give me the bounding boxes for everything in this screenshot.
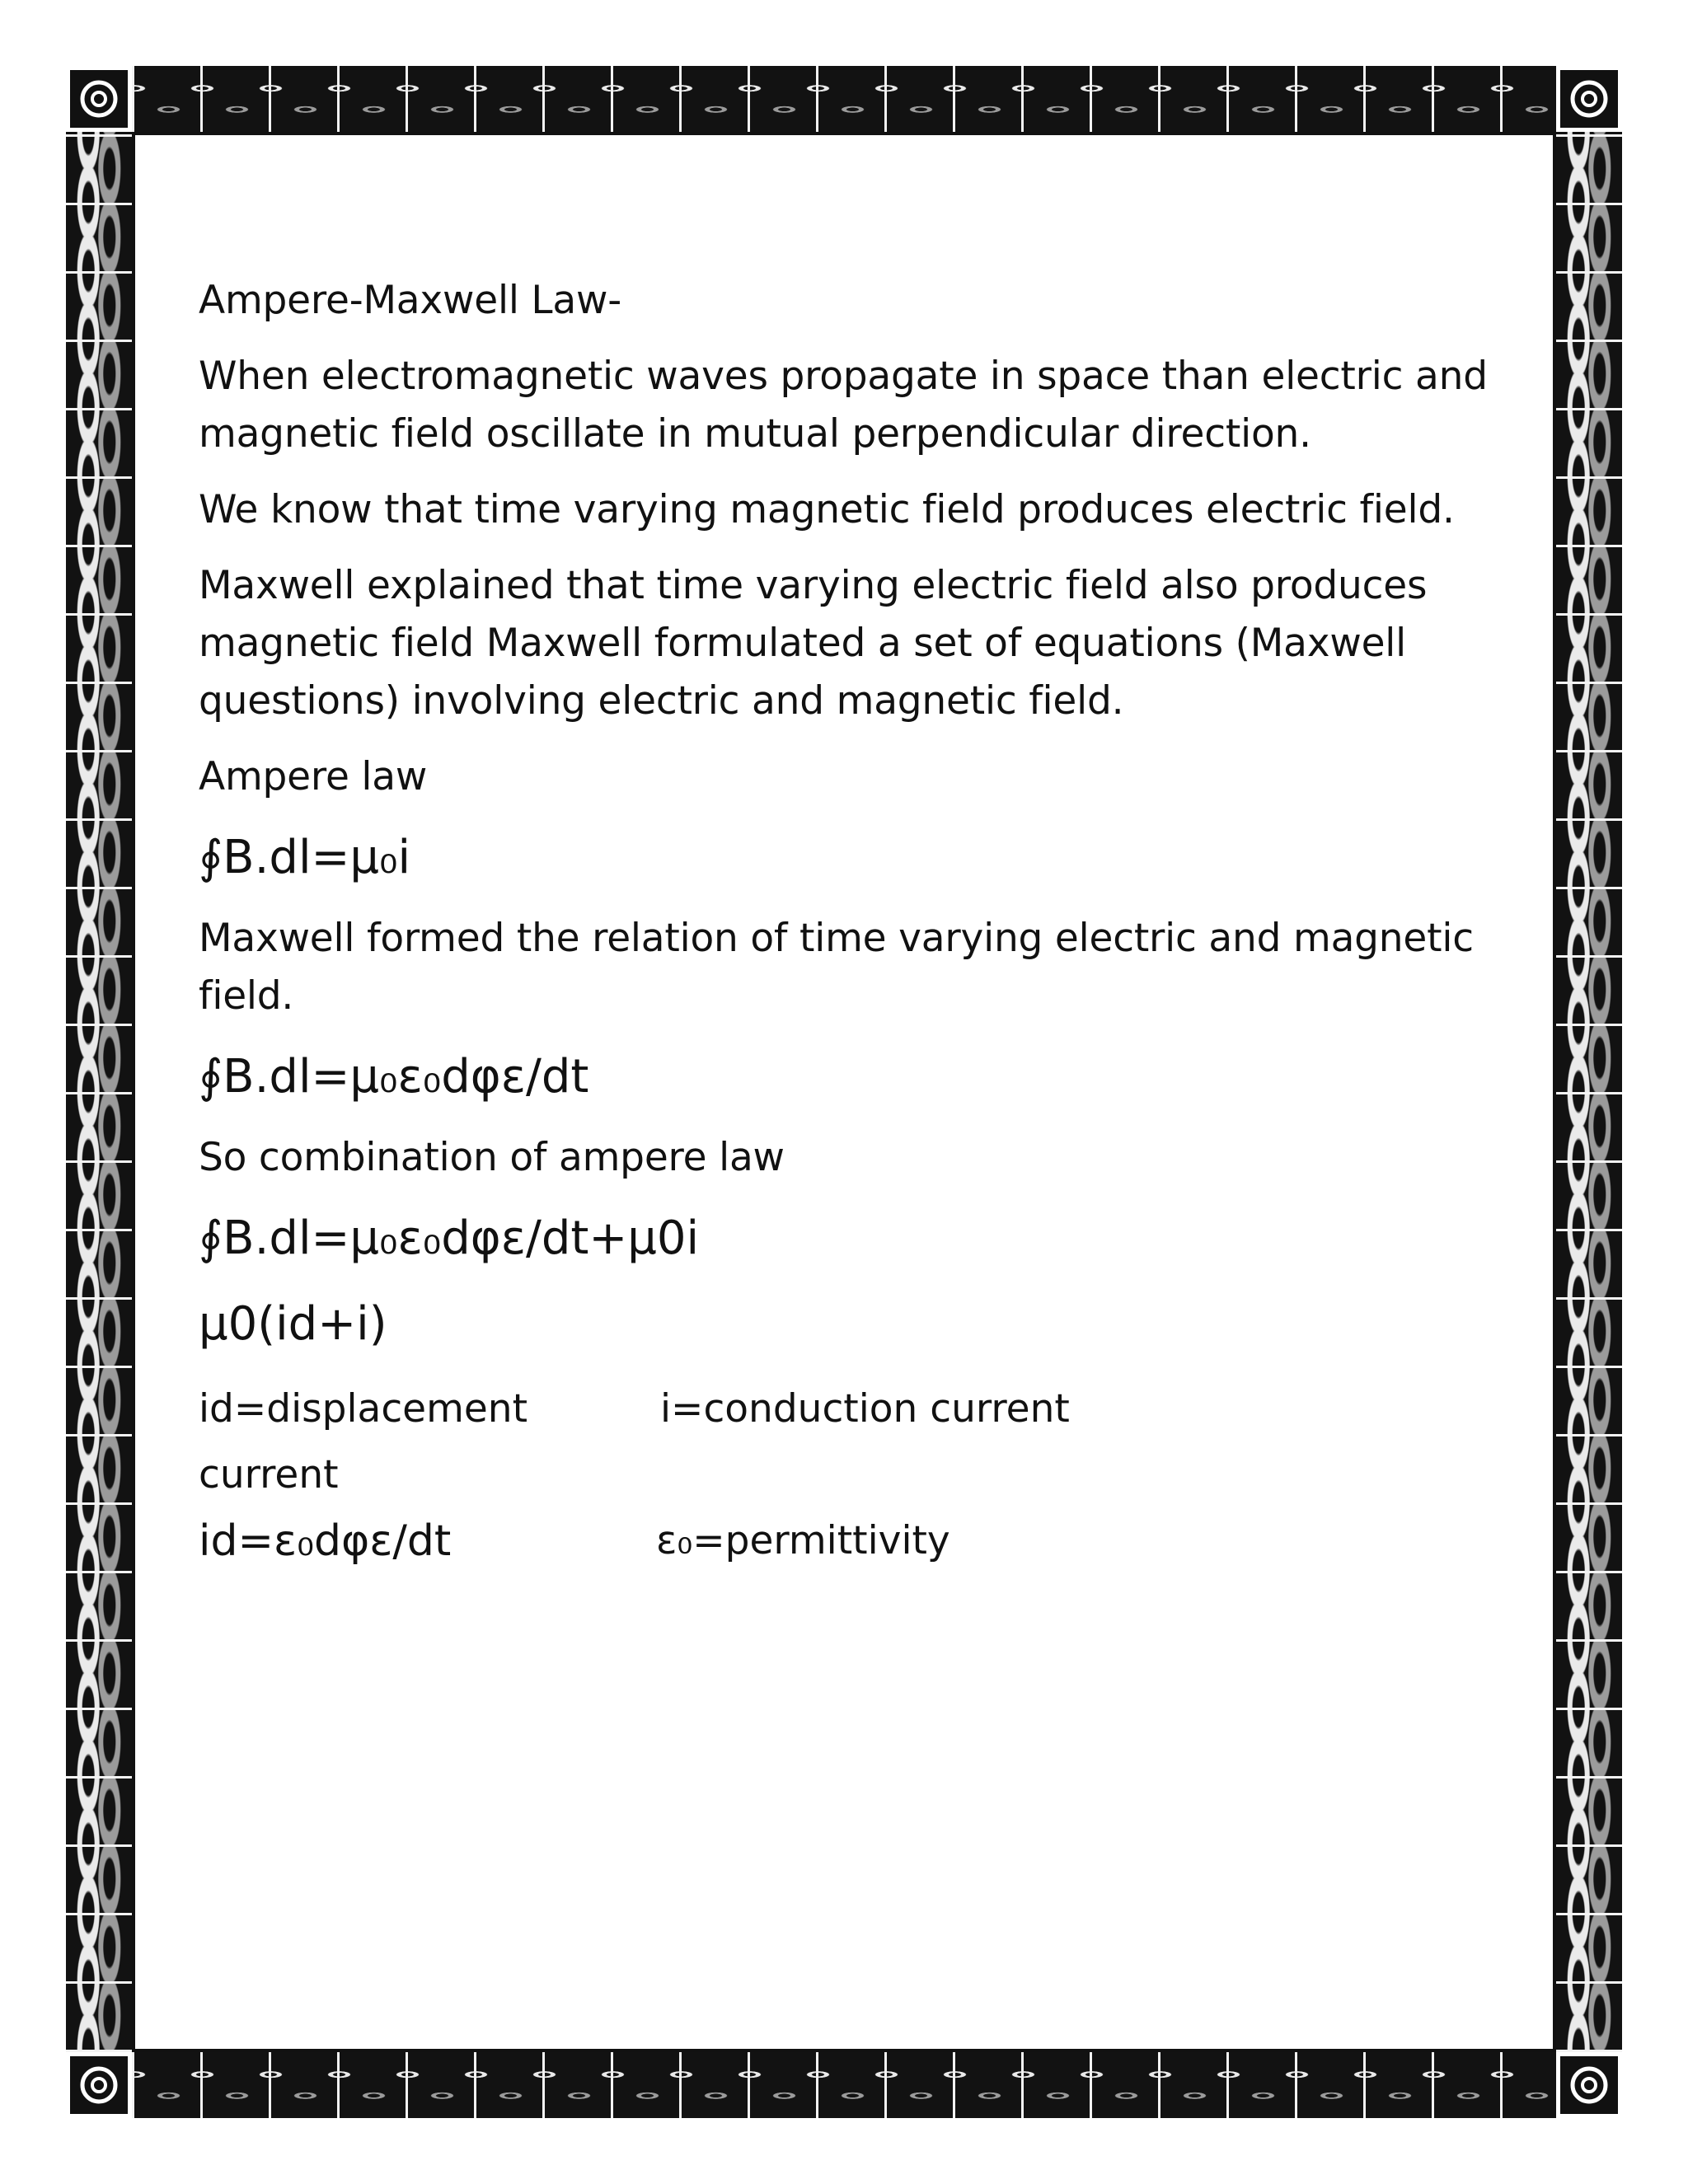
document-body [199, 272, 1501, 1574]
border-right-band [1556, 66, 1622, 2118]
equation-simplified: μ0(id+i) [199, 1297, 387, 1351]
definition-row-2 [199, 1508, 1501, 1574]
ring-icon [1560, 70, 1618, 128]
definition-conduction-current: i=conduction current [660, 1386, 1070, 1432]
ring-icon [1560, 2056, 1618, 2114]
corner-ornament-bottom-left [66, 2052, 132, 2118]
paragraph-magnetic-field: We know that time varying magnetic field produces electric field. [199, 487, 1455, 532]
equation-combined: ∮B.dl=μ₀ε₀dφε/dt+μ0i [199, 1212, 700, 1265]
paragraph-relation: Maxwell formed the relation of time varying electric and magnetic field. [199, 916, 1474, 1019]
equation-maxwell: ∮B.dl=μ₀ε₀dφε/dt [199, 1050, 589, 1104]
border-top-band [66, 66, 1622, 132]
corner-ornament-top-right [1556, 66, 1622, 132]
border-left-band [66, 66, 132, 2118]
corner-ornament-top-left [66, 66, 132, 132]
ring-icon [70, 2056, 128, 2114]
border-bottom-band [66, 2052, 1622, 2118]
equation-ampere: ∮B.dl=μ₀i [199, 831, 411, 884]
definition-displacement-current: id=displacement current [199, 1386, 528, 1497]
ring-icon [70, 70, 128, 128]
paragraph-maxwell-explained: Maxwell explained that time varying electric field also produces magnetic field Maxwell formulated a set of equations (Maxwell questions) involving electric and magnetic field. [199, 563, 1428, 724]
corner-ornament-bottom-right [1556, 2052, 1622, 2118]
definition-row-1 [199, 1376, 1501, 1508]
paragraph-combination: So combination of ampere law [199, 1135, 785, 1180]
heading: Ampere-Maxwell Law- [199, 278, 622, 323]
paragraph-propagation: When electromagnetic waves propagate in space than electric and magnetic field oscillate in mutual perpendicular direction. [199, 354, 1488, 457]
definition-id-formula: id=ε₀dφε/dt [199, 1516, 452, 1566]
definition-permittivity: ε₀=permittivity [656, 1518, 950, 1563]
ampere-law-label: Ampere law [199, 754, 428, 799]
